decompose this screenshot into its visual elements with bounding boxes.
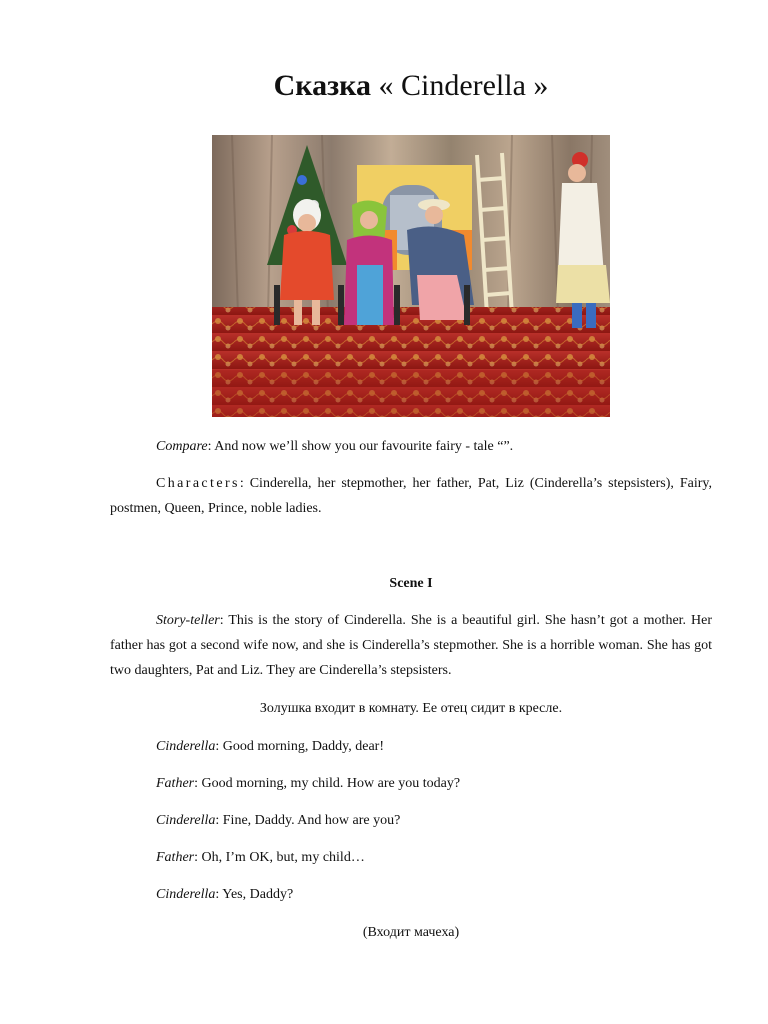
characters-text: : Cinderella, her stepmother, her father, Pat, Liz (Cinderella’s stepsisters), Fairy, postmen, Queen, Prince, noble ladies. (110, 476, 712, 516)
page-title (0, 66, 768, 106)
characters-paragraph (110, 471, 712, 521)
dialogue-line (110, 734, 712, 759)
dialogue-text: : Yes, Daddy? (215, 887, 294, 902)
dialogue-line (110, 771, 712, 796)
dialogue-line (110, 845, 712, 870)
dialogue-speaker: Cinderella (156, 887, 216, 902)
characters-label: Characters (156, 476, 240, 491)
dialogue-line (110, 808, 712, 833)
dialogue-text: : Good morning, Daddy, dear! (215, 739, 384, 754)
storyteller-speaker: Story-teller (156, 613, 220, 628)
scene-heading: Scene I (389, 576, 433, 591)
title-english: « Cinderella » (378, 69, 549, 102)
dialogue-speaker: Father (156, 776, 195, 791)
dialogue-speaker: Father (156, 850, 195, 865)
stage-direction-2: (Входит мачеха) (362, 925, 460, 940)
storyteller-text: : This is the story of Cinderella. She is a beautiful girl. She hasn’t got a mother. Her father has got a second wife now, and she is Cinderella’s stepmother. She is a horrible woman. She has got two daughters, Pat and Liz. They are Cinderella’s stepsisters. (110, 613, 712, 678)
dialogue-text: : Good morning, my child. How are you today? (194, 776, 461, 791)
dialogue-speaker: Cinderella (156, 813, 216, 828)
intro-line (110, 434, 712, 459)
title-russian: Сказка (273, 69, 371, 102)
dialogue-line (110, 882, 712, 907)
intro-text: : And now we’ll show you our favourite fairy - tale “”. (207, 439, 514, 454)
intro-speaker: Compare (156, 439, 208, 454)
dialogue-text: : Fine, Daddy. And how are you? (215, 813, 401, 828)
stage-photo (212, 135, 610, 417)
dialogue-speaker: Cinderella (156, 739, 216, 754)
dialogue-text: : Oh, I’m OK, but, my child… (194, 850, 365, 865)
storyteller-paragraph (110, 608, 712, 683)
stage-direction-1: Золушка входит в комнату. Ее отец сидит в кресле. (259, 701, 563, 716)
